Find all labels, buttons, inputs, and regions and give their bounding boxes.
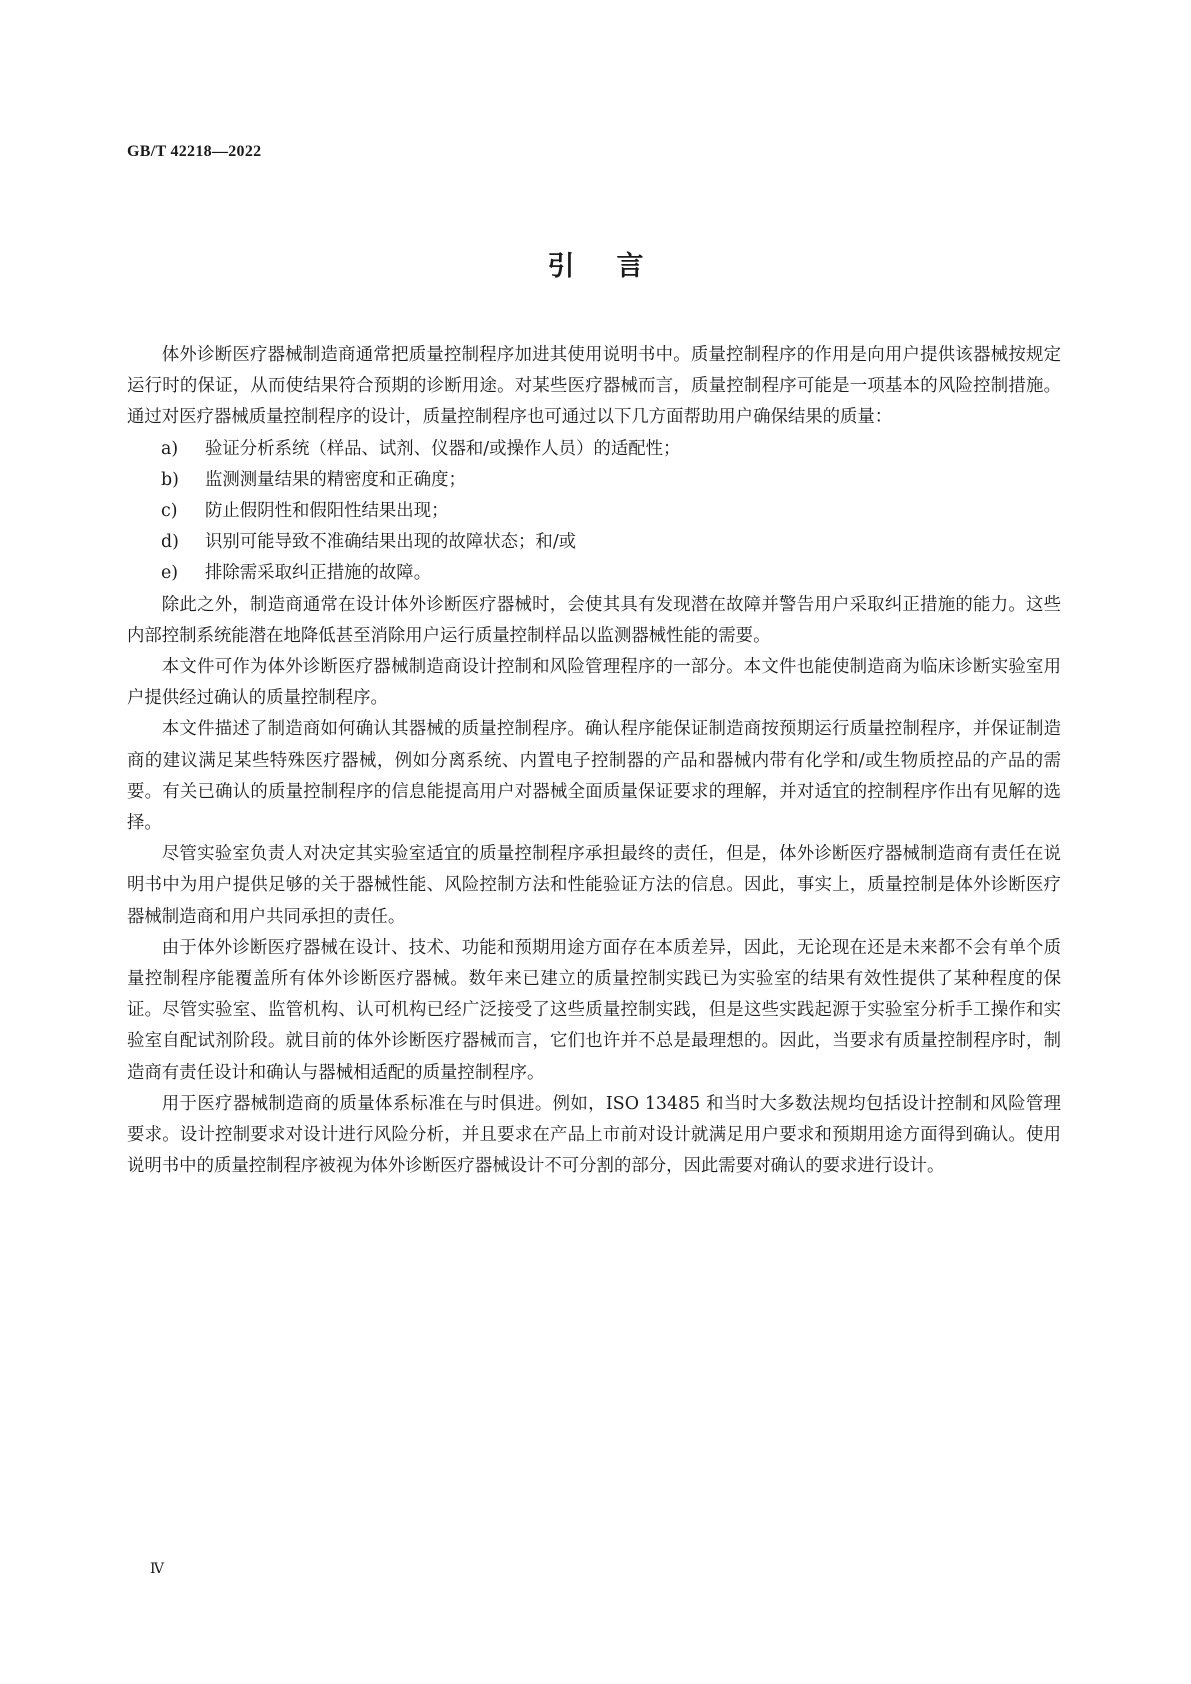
list-item-text: 排除需采取纠正措施的故障。 <box>205 563 432 584</box>
intro-paragraph: 体外诊断医疗器械制造商通常把质量控制程序加进其使用说明书中。质量控制程序的作用是向用户提供该器械按规定运行时的保证，从而使结果符合预期的诊断用途。对某些医疗器械而言，质量控制程序可能是一项基本的风险控制措施。通过对医疗器械质量控制程序的设计，质量控制程序也可通过以下几方面帮助用户确保结果的质量： <box>127 345 1061 428</box>
body-paragraph: 尽管实验室负责人对决定其实验室适宜的质量控制程序承担最终的责任，但是，体外诊断医疗器械制造商有责任在说明书中为用户提供足够的关于器械性能、风险控制方法和性能验证方法的信息。因此，事实上，质量控制是体外诊断医疗器械制造商和用户共同承担的责任。 <box>127 844 1061 927</box>
page-number: Ⅳ <box>150 1562 164 1577</box>
body-paragraph: 由于体外诊断医疗器械在设计、技术、功能和预期用途方面存在本质差异，因此，无论现在还是未来都不会有单个质量控制程序能覆盖所有体外诊断医疗器械。数年来已建立的质量控制实践已为实验室的结果有效性提供了某种程度的保证。尽管实验室、监管机构、认可机构已经广泛接受了这些质量控制实践，但是这些实践起源于实验室分析手工操作和实验室自配试剂阶段。就目前的体外诊断医疗器械而言，它们也许并不总是最理想的。因此，当要求有质量控制程序时，制造商有责任设计和确认与器械相适配的质量控制程序。 <box>127 937 1061 1083</box>
page-title: 引言 <box>547 251 686 282</box>
body-paragraph: 本文件可作为体外诊断医疗器械制造商设计控制和风险管理程序的一部分。本文件也能使制造商为临床诊断实验室用户提供经过确认的质量控制程序。 <box>127 657 1061 709</box>
list-item-text: 识别可能导致不准确结果出现的故障状态；和/或 <box>205 532 577 553</box>
body-paragraph: 用于医疗器械制造商的质量体系标准在与时俱进。例如，ISO 13485 和当时大多数法规均包括设计控制和风险管理要求。设计控制要求对设计进行风险分析，并且要求在产品上市前对设计就满足用户要求和预期用途方面得到确认。使用说明书中的质量控制程序被视为体外诊断医疗器械设计不可分割的部分，因此需要对确认的要求进行设计。 <box>127 1093 1061 1177</box>
list-marker: a) <box>161 438 179 459</box>
list-marker: c) <box>161 501 178 522</box>
list-marker: b) <box>161 469 179 490</box>
list-item-text: 验证分析系统（样品、试剂、仪器和/或操作人员）的适配性； <box>205 438 681 459</box>
list-marker: e) <box>161 563 179 584</box>
standard-code: GB/T 42218—2022 <box>127 143 262 160</box>
list-item <box>127 465 1061 496</box>
list-item <box>127 496 1061 527</box>
list-item <box>127 434 1061 465</box>
body-paragraph: 除此之外，制造商通常在设计体外诊断医疗器械时，会使其具有发现潜在故障并警告用户采取纠正措施的能力。这些内部控制系统能潜在地降低甚至消除用户运行质量控制样品以监测器械性能的需要。 <box>127 594 1061 646</box>
list-item <box>127 558 1061 589</box>
list-item-text: 监测测量结果的精密度和正确度； <box>205 469 466 490</box>
list-item <box>127 527 1061 558</box>
document-body <box>127 340 1061 1182</box>
body-paragraph: 本文件描述了制造商如何确认其器械的质量控制程序。确认程序能保证制造商按预期运行质量控制程序，并保证制造商的建议满足某些特殊医疗器械，例如分离系统、内置电子控制器的产品和器械内带有化学和/或生物质控品的产品的需要。有关已确认的质量控制程序的信息能提高用户对器械全面质量保证要求的理解，并对适宜的控制程序作出有见解的选择。 <box>127 719 1061 834</box>
list-marker: d) <box>161 532 179 553</box>
list-item-text: 防止假阴性和假阳性结果出现； <box>205 501 449 522</box>
